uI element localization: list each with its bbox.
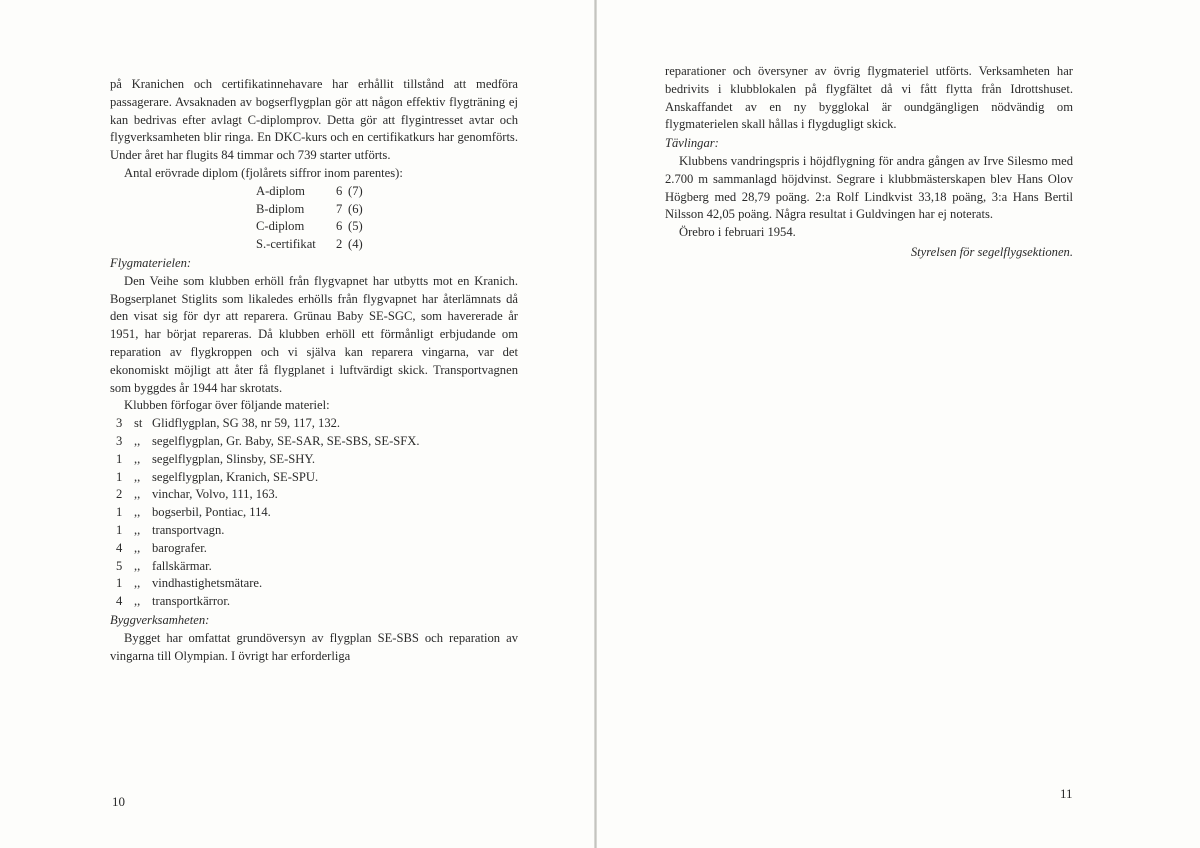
diplom-name: A-diplom xyxy=(256,183,305,198)
list-item: 5 ,, fallskärmar. xyxy=(116,558,212,573)
diplom-intro: Antal erövrade diplom (fjolårets siffror inom parentes): xyxy=(124,165,403,180)
diplom-prev: (5) xyxy=(348,219,363,234)
materiel-intro: Klubben förfogar över följande materiel: xyxy=(124,398,330,413)
diplom-prev: (7) xyxy=(348,183,363,198)
diplom-prev: (6) xyxy=(348,201,363,216)
left-page xyxy=(110,76,518,665)
section-heading-byggverksamheten: Byggverksamheten: xyxy=(110,612,210,627)
diplom-count: 2 xyxy=(336,237,343,252)
diplom-name: B-diplom xyxy=(256,201,305,216)
list-item: 1 ,, vindhastighetsmätare. xyxy=(116,576,263,591)
diplom-count: 6 xyxy=(336,183,343,198)
diplom-prev: (4) xyxy=(348,237,363,252)
diplom-row xyxy=(256,183,363,201)
list-item: 4 ,, barografer. xyxy=(116,540,207,555)
page-number-left: 10 xyxy=(112,794,125,809)
list-item: 3 ,, segelflygplan, Gr. Baby, SE-SAR, SE-SBS, SE-SFX. xyxy=(116,433,420,448)
diplom-count: 7 xyxy=(336,201,343,216)
diplom-name: S.-certifikat xyxy=(256,237,316,252)
list-item: 3 st Glidflygplan, SG 38, nr 59, 117, 132. xyxy=(116,416,341,431)
section-heading-flygmaterielen: Flygmaterielen: xyxy=(110,255,192,270)
page-number-right: 11 xyxy=(1060,786,1073,801)
list-item: 4 ,, transportkärror. xyxy=(116,594,230,609)
paragraph-tavlingar: Klubbens vandringspris i höjdflygning för andra gången av Irve Silesmo med 2.700 m sammanlagd höjdvinst. Segrare i klubbmästerskapen blev Hans Olov Högberg med 28,79 poäng. 2:a Rolf Lindkvist 33,18 poäng, 3:a Hans Bertil Nilsson 42,05 poäng. Några resultat i Guldvingen har ej noterats. xyxy=(665,153,1073,222)
list-item: 2 ,, vinchar, Volvo, 111, 163. xyxy=(116,487,278,502)
list-item: 1 ,, segelflygplan, Kranich, SE-SPU. xyxy=(116,469,319,484)
paragraph-flygmaterielen: Den Veihe som klubben erhöll från flygvapnet har utbytts mot en Kranich. Bogserplanet Stiglits som likaledes erhölls från flygvapnet har återlämnats då den visat sig för dyr att reparera. Grünau Baby SE-SGC, som havererade år 1951, har börjat repareras. Då klubben erhöll ett förmånligt erbjudande om reparation av flygkroppen och vi själva kan reparera vingarna, var det ekonomiskt möjligt att åter få flygplanet i luftvärdigt skick. Transportvagnen som byggdes år 1944 har skrotats. xyxy=(110,273,518,395)
diplom-row xyxy=(256,236,363,254)
book-gutter xyxy=(594,0,597,848)
paragraph-intro: på Kranichen och certifikatinnehavare har erhållit tillstånd att medföra passagerare. Avsaknaden av bogserflygplan gör att någon effektiv flygträning ej kan bedrivas efter avlagt C-diplomprov. Detta gör att flygintresset avtar och flygverksamheten blir ringa. En DKC-kurs och en certifikatkurs har genomförts. Under året har flugits 84 timmar och 739 starter utförts. xyxy=(110,77,518,163)
diplom-count: 6 xyxy=(336,219,343,234)
list-item: 1 ,, segelflygplan, Slinsby, SE-SHY. xyxy=(116,451,316,466)
diplom-name: C-diplom xyxy=(256,219,305,234)
section-heading-tavlingar: Tävlingar: xyxy=(665,136,719,151)
diplom-row xyxy=(256,218,363,236)
paragraph-byggverksamheten: Bygget har omfattat grundöversyn av flygplan SE-SBS och reparation av vingarna till Olympian. I övrigt har erforderliga xyxy=(110,630,518,663)
place-date: Örebro i februari 1954. xyxy=(679,225,796,240)
diplom-row xyxy=(256,201,363,219)
materiel-list xyxy=(110,415,518,611)
signature: Styrelsen för segelflygsektionen. xyxy=(910,244,1073,259)
diplom-table xyxy=(256,183,363,254)
right-page xyxy=(665,63,1073,262)
list-item: 1 ,, transportvagn. xyxy=(116,522,225,537)
paragraph-continuation: reparationer och översyner av övrig flygmateriel utförts. Verksamheten har bedrivits i klubblokalen på flygfältet då vi fått flytta från Idrottshuset. Anskaffandet av en ny bygglokal är oundgängligen nödvändig om flygmaterielen skall hållas i flygdugligt skick. xyxy=(665,64,1073,132)
list-item: 1 ,, bogserbil, Pontiac, 114. xyxy=(116,505,271,520)
